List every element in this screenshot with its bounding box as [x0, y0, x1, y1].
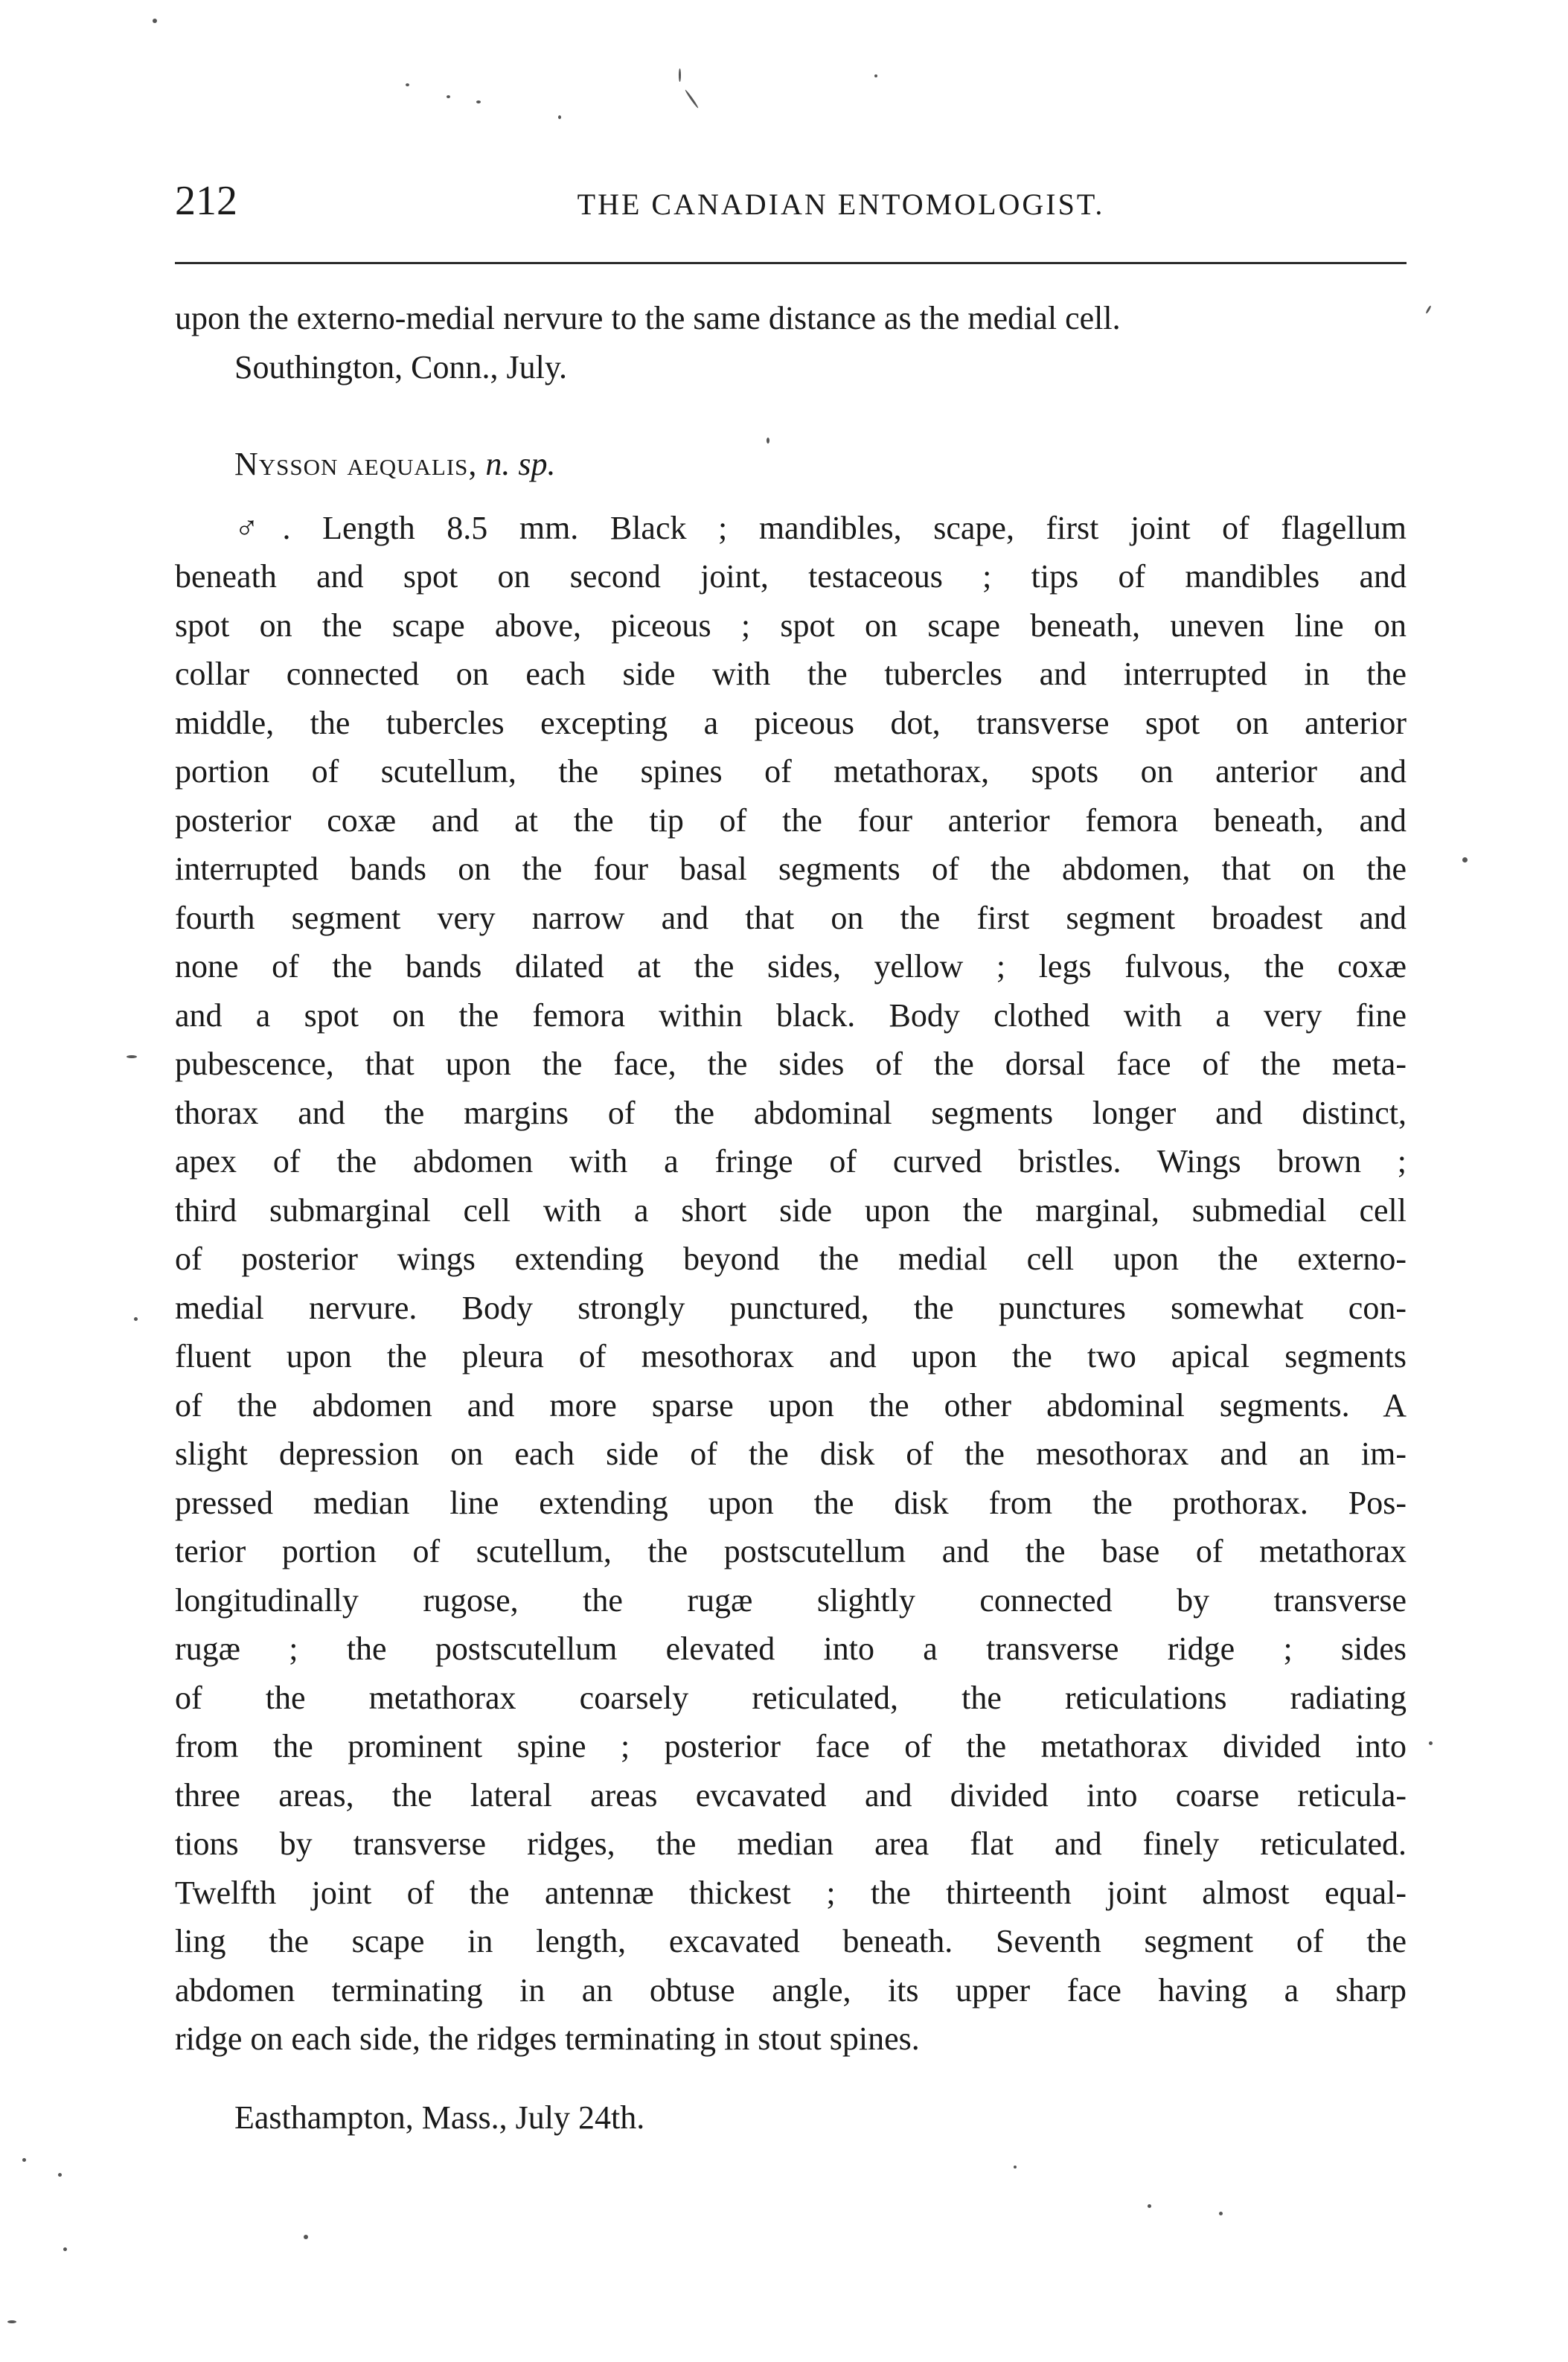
continuation-line: upon the externo-medial nervure to the same distance as the medial cell.	[175, 300, 1121, 336]
speck	[1014, 2166, 1017, 2169]
description-line: longitudinally rugose, the rugæ slightly connected by transverse	[175, 1581, 1407, 1619]
running-title: THE CANADIAN ENTOMOLOGIST.	[577, 188, 1105, 221]
species-name: Nysson aequalis,	[234, 446, 478, 482]
description-line: fourth segment very narrow and that on the first segment broadest and	[175, 899, 1407, 936]
header-rule	[175, 262, 1407, 264]
description-line: terior portion of scutellum, the postscutellum and the base of metathorax	[175, 1533, 1407, 1569]
speck	[685, 89, 700, 109]
speck	[1462, 857, 1468, 862]
speck	[1219, 2212, 1223, 2215]
description-line: apex of the abdomen with a fringe of curved bristles. Wings brown ;	[175, 1143, 1407, 1180]
description-line: slight depression on each side of the disk of the mesothorax and an im-	[175, 1436, 1407, 1472]
description-line: middle, the tubercles excepting a piceous dot, transverse spot on anterior	[175, 704, 1407, 741]
speck	[304, 2235, 308, 2239]
speck	[22, 2158, 26, 2162]
speck	[558, 115, 561, 119]
description-line: collar connected on each side with the tubercles and interrupted in the	[175, 656, 1407, 692]
continuation-locality: Southington, Conn., July.	[234, 348, 567, 385]
speck	[1429, 1741, 1433, 1745]
speck	[134, 1317, 138, 1321]
speck	[679, 68, 681, 82]
species-heading	[175, 440, 1407, 489]
speck	[63, 2247, 67, 2251]
locality-gap	[175, 2064, 1407, 2093]
description-line: posterior coxæ and at the tip of the four anterior femora beneath, and	[175, 801, 1407, 839]
speck	[153, 19, 157, 23]
speck	[7, 2320, 16, 2323]
description-line: beneath and spot on second joint, testaceous ; tips of mandibles and	[175, 558, 1407, 595]
description-line: third submarginal cell with a short side upon the marginal, submedial cell	[175, 1191, 1407, 1229]
description-line: medial nervure. Body strongly punctured, the punctures somewhat con-	[175, 1289, 1407, 1326]
description-line: Twelfth joint of the antennæ thickest ; the thirteenth joint almost equal-	[175, 1874, 1407, 1911]
description-line: tions by transverse ridges, the median area flat and finely reticulated.	[175, 1825, 1407, 1862]
description-line: and a spot on the femora within black. Body clothed with a very fine	[175, 996, 1407, 1034]
species-locality: Easthampton, Mass., July 24th.	[234, 2099, 645, 2136]
speck	[58, 2173, 62, 2177]
description-line: of the abdomen and more sparse upon the other abdominal segments. A	[175, 1386, 1407, 1424]
description-line: of the metathorax coarsely reticulated, the reticulations radiating	[175, 1679, 1407, 1716]
description-line: of posterior wings extending beyond the medial cell upon the externo-	[175, 1241, 1407, 1277]
description-line: interrupted bands on the four basal segments of the abdomen, that on the	[175, 851, 1407, 887]
description-line: abdomen terminating in an obtuse angle, its upper face having a sharp	[175, 1971, 1407, 2009]
speck	[1148, 2204, 1151, 2208]
section-gap	[175, 391, 1407, 440]
page-number: 212	[175, 178, 237, 224]
heading-gap	[175, 489, 1407, 504]
description-line: none of the bands dilated at the sides, yellow ; legs fulvous, the coxæ	[175, 948, 1407, 985]
description-line: rugæ ; the postscutellum elevated into a transverse ridge ; sides	[175, 1630, 1407, 1667]
description-line: thorax and the margins of the abdominal segments longer and distinct,	[175, 1094, 1407, 1131]
description-line: fluent upon the pleura of mesothorax and upon the two apical segments	[175, 1338, 1407, 1374]
description-line: ridge on each side, the ridges terminating in stout spines.	[175, 2020, 920, 2057]
speck	[874, 74, 877, 77]
description-line: ♂. Length 8.5 mm. Black ; mandibles, scape, first joint of flagellum	[234, 509, 1407, 546]
speck	[406, 83, 409, 86]
description-line: ling the scape in length, excavated beneath. Seventh segment of the	[175, 1923, 1407, 1959]
description-line: pressed median line extending upon the disk from the prothorax. Pos-	[175, 1484, 1407, 1521]
species-designation: n. sp.	[485, 446, 556, 482]
description-line: spot on the scape above, piceous ; spot on scape beneath, uneven line on	[175, 606, 1407, 644]
description-line: portion of scutellum, the spines of metathorax, spots on anterior and	[175, 753, 1407, 790]
speck	[767, 438, 769, 444]
article-body	[175, 294, 1407, 2142]
speck	[476, 100, 481, 103]
speck	[1425, 305, 1432, 314]
page-header	[175, 167, 1403, 234]
species-description	[175, 504, 1407, 2064]
speck	[127, 1055, 137, 1058]
description-line: three areas, the lateral areas evcavated and divided into coarse reticula-	[175, 1776, 1407, 1814]
description-line: from the prominent spine ; posterior face of the metathorax divided into	[175, 1728, 1407, 1764]
speck	[447, 95, 450, 98]
description-line: pubescence, that upon the face, the sides of the dorsal face of the meta-	[175, 1046, 1407, 1082]
